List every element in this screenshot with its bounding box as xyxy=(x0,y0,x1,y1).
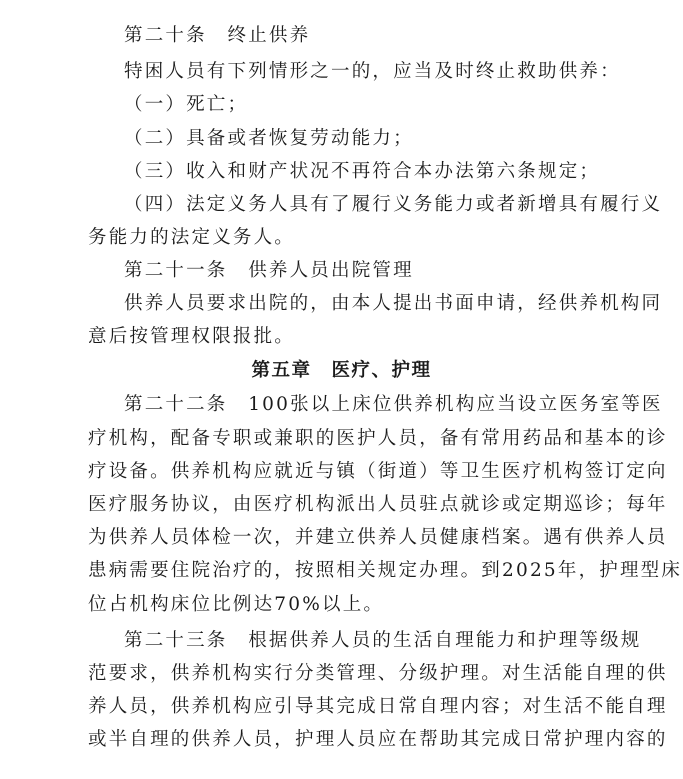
article-22-line: 第二十二条 100张以上床位供养机构应当设立医务室等医 xyxy=(124,394,663,415)
list-item-4-cont: 务能力的法定义务人。 xyxy=(88,227,296,248)
paragraph-line: 患病需要住院治疗的，按照相关规定办理。到2025年，护理型床 xyxy=(88,560,683,581)
paragraph-line: 养人员，供养机构应引导其完成日常自理内容；对生活不能自理 xyxy=(88,696,668,717)
list-item-1: （一）死亡； xyxy=(124,94,249,115)
paragraph-line: 或半自理的供养人员，护理人员应在帮助其完成日常护理内容的 xyxy=(88,729,668,750)
paragraph-line: 位占机构床位比例达70%以上。 xyxy=(88,594,385,615)
list-item-3: （三）收入和财产状况不再符合本办法第六条规定； xyxy=(124,161,601,182)
chapter-title: 第五章 医疗、护理 xyxy=(251,360,432,381)
paragraph-line: 范要求，供养机构实行分类管理、分级护理。对生活能自理的供 xyxy=(88,663,668,684)
list-item-4: （四）法定义务人具有了履行义务能力或者新增具有履行义 xyxy=(124,194,663,215)
paragraph-line: 疗机构，配备专职或兼职的医护人员，备有常用药品和基本的诊 xyxy=(88,428,668,449)
paragraph-line: 医疗服务协议，由医疗机构派出人员驻点就诊或定期巡诊；每年 xyxy=(88,494,668,515)
list-item-2: （二）具备或者恢复劳动能力； xyxy=(124,128,414,149)
paragraph-line: 供养人员要求出院的，由本人提出书面申请，经供养机构同 xyxy=(124,293,663,314)
paragraph-line: 特困人员有下列情形之一的，应当及时终止救助供养： xyxy=(124,61,621,82)
paragraph-line: 意后按管理权限报批。 xyxy=(88,326,296,347)
article-21-heading: 第二十一条 供养人员出院管理 xyxy=(124,260,414,281)
paragraph-line: 疗设备。供养机构应就近与镇（街道）等卫生医疗机构签订定向 xyxy=(88,461,668,482)
article-20-heading: 第二十条 终止供养 xyxy=(124,25,311,46)
paragraph-line: 为供养人员体检一次，并建立供养人员健康档案。遇有供养人员 xyxy=(88,527,668,548)
article-23-line: 第二十三条 根据供养人员的生活自理能力和护理等级规 xyxy=(124,630,642,651)
